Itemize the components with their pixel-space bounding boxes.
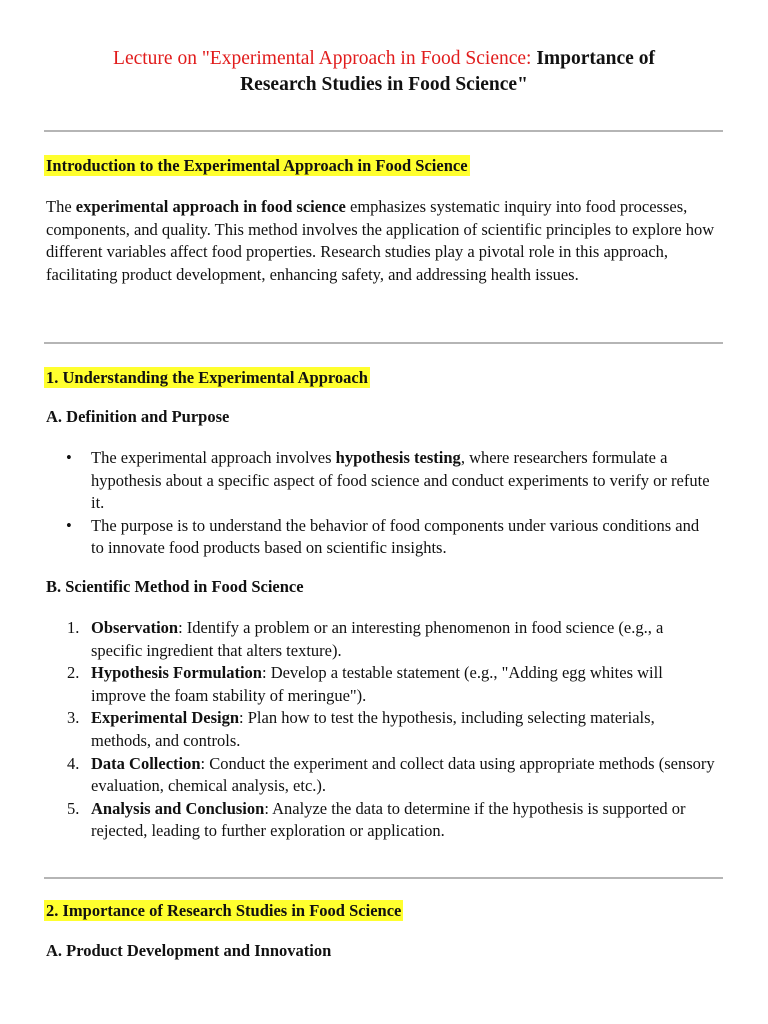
title-red-part: Lecture on "Experimental Approach in Food Science: [113, 48, 532, 69]
step-text: : Analyze the data to determine if the hypothesis is supported or rejected, leading to further exploration or application. [91, 798, 686, 841]
step-title: Observation [91, 618, 179, 637]
step-text: : Plan how to test the hypothesis, including selecting materials, methods, and controls. [91, 708, 655, 750]
step-title: Data Collection [91, 753, 201, 773]
intro-heading: Introduction to the Experimental Approach in Food Science [46, 156, 468, 175]
step-title: Experimental Design [91, 708, 240, 728]
divider [44, 130, 723, 132]
step-title: Hypothesis Formulation [91, 663, 262, 683]
definition-bullet-list [46, 447, 716, 560]
step-text: : Identify a problem or an interesting phenomenon in food science (e.g., a specific ingredient that alters texture). [91, 618, 664, 660]
list-item [46, 662, 716, 707]
step-text: : Conduct the experiment and collect data using appropriate methods (sensory evaluation, chemical analysis, etc.). [91, 753, 715, 796]
list-item [46, 515, 716, 560]
section2-heading: 2. Importance of Research Studies in Food Science [46, 901, 402, 920]
intro-para-bold: experimental approach in food science [75, 197, 346, 216]
bullet-bold: hypothesis testing [335, 448, 461, 467]
step-number: 1. [67, 618, 80, 637]
divider [44, 877, 723, 879]
list-item [46, 617, 716, 662]
intro-para-pre: The [46, 197, 76, 216]
step-text: : Develop a testable statement (e.g., "Adding egg whites will improve the foam stability of meringue"). [91, 663, 663, 705]
intro-para-post: emphasizes systematic inquiry into food processes, components, and quality. This method involves the application of scientific principles to explore how different variables affect food properties. Research studies play a pivotal role in this approach, facilitating product development, enhancing safety, and addressing health issues. [46, 197, 715, 284]
section1-heading: 1. Understanding the Experimental Approach [46, 368, 368, 387]
title-black-part-2: Research Studies in Food Science" [240, 74, 528, 95]
bullet-marker: • [66, 515, 72, 535]
list-item [46, 753, 716, 798]
list-item [46, 447, 716, 515]
bullet-text: The experimental approach involves [91, 448, 336, 467]
step-number: 4. [67, 753, 80, 773]
step-number: 3. [67, 708, 80, 728]
scientific-method-list [46, 617, 716, 843]
intro-paragraph [46, 196, 716, 286]
bullet-text: , where researchers formulate a hypothesis about a specific aspect of food science and conduct experiments to verify or refute it. [91, 448, 710, 513]
list-item [46, 707, 716, 752]
section1-sub-a: A. Definition and Purpose [46, 407, 230, 426]
list-item [46, 798, 716, 843]
step-title: Analysis and Conclusion [91, 798, 265, 818]
section1-sub-b: B. Scientific Method in Food Science [46, 577, 304, 596]
bullet-marker: • [66, 448, 72, 467]
title-black-part-1: Importance of [536, 48, 655, 69]
document-title [40, 46, 728, 98]
divider [44, 342, 723, 344]
section2-sub-a: A. Product Development and Innovation [46, 941, 332, 960]
step-number: 5. [67, 798, 80, 818]
step-number: 2. [67, 663, 80, 683]
bullet-text: The purpose is to understand the behavior of food components under various conditions and to innovate food products based on scientific insights. [91, 515, 700, 558]
